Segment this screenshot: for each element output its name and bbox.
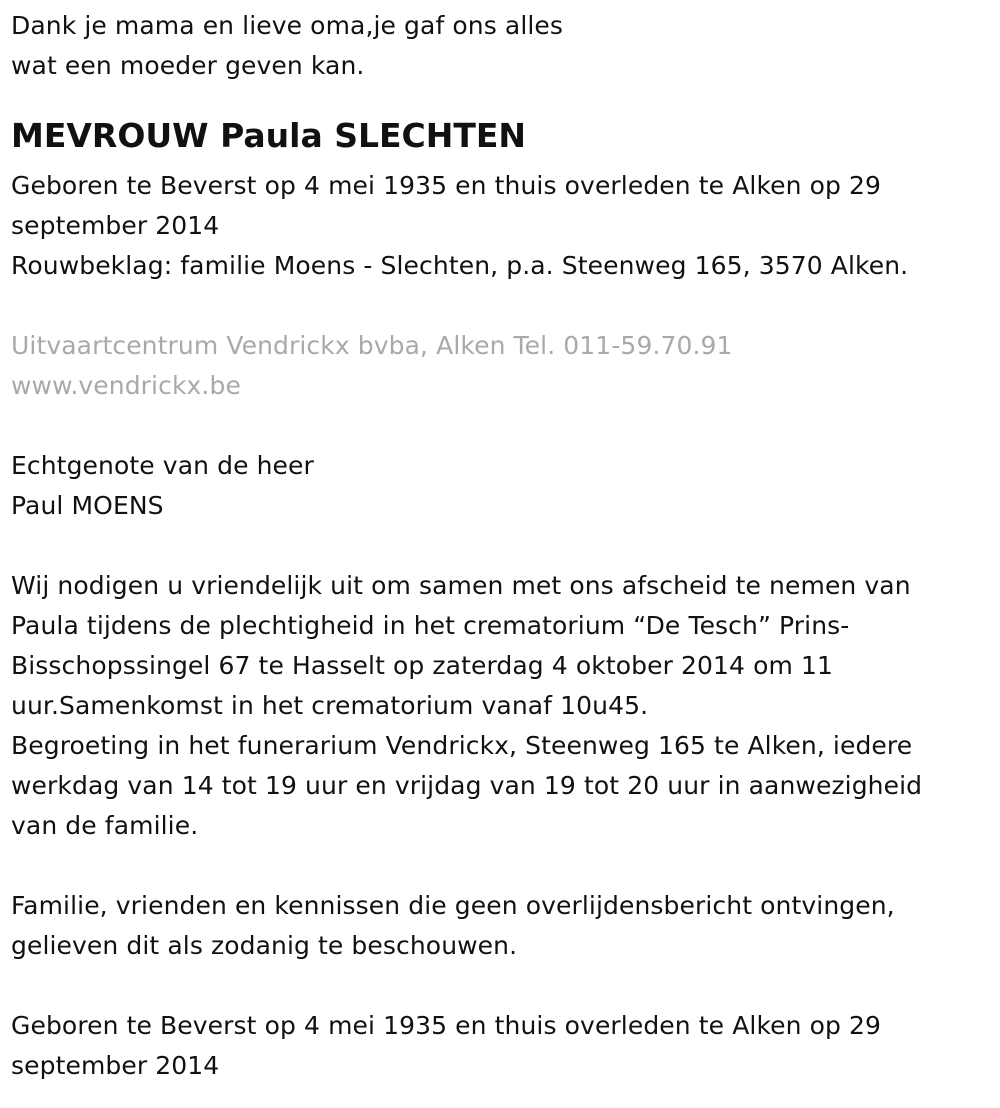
birth-death-intro [11, 166, 986, 246]
birth-death-intro-line-1: Geboren te Beverst op 4 mei 1935 en thuis overleden te Alken op 29 [11, 171, 882, 200]
visitation-line-3: van de familie. [11, 811, 199, 840]
birth-death-closing-line-2: september 2014 [11, 1051, 220, 1080]
ceremony-line-4: uur.Samenkomst in het crematorium vanaf 10u45. [11, 691, 649, 720]
ceremony-line-3: Bisschopssingel 67 te Hasselt op zaterdag 4 oktober 2014 om 11 [11, 651, 833, 680]
opening-verse-line-1: Dank je mama en lieve oma,je gaf ons alles [11, 11, 564, 40]
opening-verse-line-2: wat een moeder geven kan. [11, 51, 365, 80]
funeral-home [11, 326, 986, 406]
notice-line-1: Familie, vrienden en kennissen die geen overlijdensbericht ontvingen, [11, 891, 895, 920]
mourning-address: Rouwbeklag: familie Moens - Slechten, p.a. Steenweg 165, 3570 Alken. [11, 251, 909, 280]
birth-death-intro-line-2: september 2014 [11, 211, 220, 240]
deceased-name: MEVROUW Paula SLECHTEN [11, 116, 527, 155]
spouse-name: Paul MOENS [11, 491, 164, 520]
ceremony-line-1: Wij nodigen u vriendelijk uit om samen met ons afscheid te nemen van [11, 571, 911, 600]
ceremony-line-2: Paula tijdens de plechtigheid in het crematorium “De Tesch” Prins- [11, 611, 850, 640]
spouse [11, 446, 986, 526]
ceremony-paragraph [11, 566, 986, 726]
obituary-document [11, 6, 986, 1086]
visitation-line-2: werkdag van 14 tot 19 uur en vrijdag van 19 tot 20 uur in aanwezigheid [11, 771, 923, 800]
funeral-home-contact: Uitvaartcentrum Vendrickx bvba, Alken Tel. 011-59.70.91 [11, 331, 733, 360]
funeral-home-website: www.vendrickx.be [11, 371, 241, 400]
notice-paragraph [11, 886, 986, 966]
notice-line-2: gelieven dit als zodanig te beschouwen. [11, 931, 518, 960]
spouse-intro: Echtgenote van de heer [11, 451, 314, 480]
visitation-line-1: Begroeting in het funerarium Vendrickx, Steenweg 165 te Alken, iedere [11, 731, 913, 760]
visitation-paragraph [11, 726, 986, 846]
birth-death-closing [11, 1006, 986, 1086]
birth-death-closing-line-1: Geboren te Beverst op 4 mei 1935 en thuis overleden te Alken op 29 [11, 1011, 882, 1040]
opening-verse [11, 6, 986, 86]
